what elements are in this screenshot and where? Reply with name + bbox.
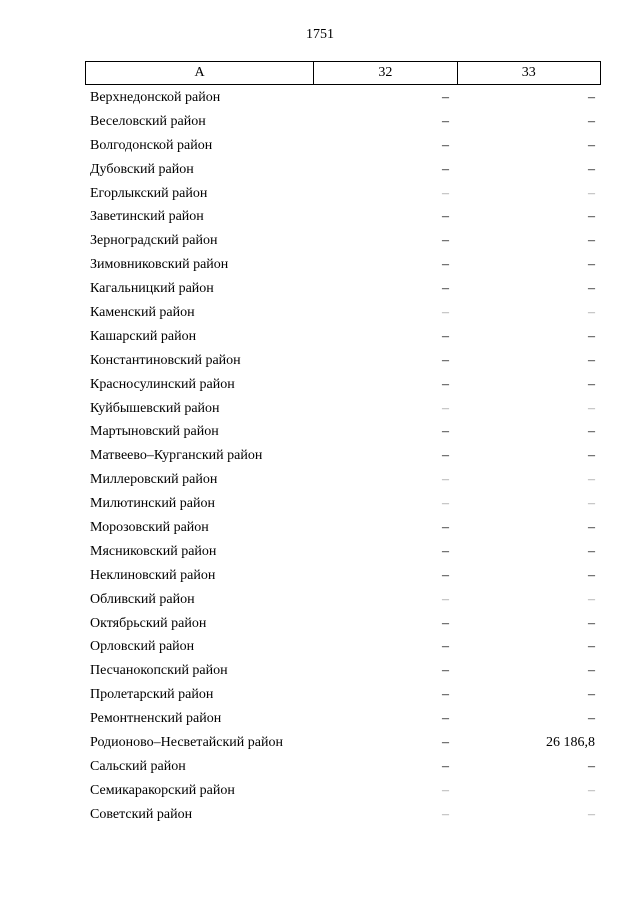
district-name: Родионово–Несветайский район: [90, 734, 283, 750]
district-name: Мясниковский район: [90, 543, 217, 559]
value-col-32: –: [442, 424, 449, 440]
table-row: [85, 683, 601, 707]
table-row: [85, 253, 601, 277]
value-col-32: –: [442, 352, 449, 368]
table-row: [85, 205, 601, 229]
district-name: Дубовский район: [90, 161, 194, 177]
value-col-32: –: [442, 472, 449, 488]
table-header: [85, 61, 601, 85]
district-name: Миллеровский район: [90, 472, 218, 488]
district-name: Константиновский район: [90, 352, 241, 368]
value-col-32: –: [442, 89, 449, 105]
value-col-33: –: [588, 376, 595, 392]
value-col-33: –: [588, 448, 595, 464]
district-name: Обливский район: [90, 591, 195, 607]
value-col-33: –: [588, 209, 595, 225]
value-col-33: –: [588, 806, 595, 822]
value-col-32: –: [442, 233, 449, 249]
value-col-33: –: [588, 352, 595, 368]
value-col-33: –: [588, 567, 595, 583]
header-col-a: А: [194, 65, 205, 80]
district-name: Заветинский район: [90, 209, 204, 225]
table-row: [85, 110, 601, 134]
value-col-32: –: [442, 376, 449, 392]
value-col-32: –: [442, 806, 449, 822]
district-name: Мартыновский район: [90, 424, 219, 440]
value-col-32: –: [442, 161, 449, 177]
value-col-32: –: [442, 328, 449, 344]
value-col-33: –: [588, 496, 595, 512]
value-col-33: –: [588, 758, 595, 774]
value-col-32: –: [442, 663, 449, 679]
page-number: 1751: [306, 27, 334, 42]
district-name: Куйбышевский район: [90, 400, 220, 416]
value-col-33: –: [588, 257, 595, 273]
value-col-33: –: [588, 519, 595, 535]
table-row: [85, 731, 601, 755]
value-col-33: –: [588, 304, 595, 320]
table-body: [85, 86, 601, 827]
value-col-33: –: [588, 328, 595, 344]
district-name: Октябрьский район: [90, 615, 207, 631]
district-name: Зерноградский район: [90, 233, 218, 249]
district-name: Морозовский район: [90, 519, 209, 535]
table-row: [85, 444, 601, 468]
table-row: [85, 229, 601, 253]
district-name: Семикаракорский район: [90, 782, 235, 798]
value-col-33: –: [588, 400, 595, 416]
district-name: Милютинский район: [90, 496, 216, 512]
value-col-33: –: [588, 161, 595, 177]
table-row: [85, 325, 601, 349]
value-col-33: –: [588, 137, 595, 153]
district-name: Орловский район: [90, 639, 195, 655]
value-col-32: –: [442, 519, 449, 535]
value-col-32: –: [442, 209, 449, 225]
table-row: [85, 612, 601, 636]
table-row: [85, 468, 601, 492]
table-row: [85, 373, 601, 397]
value-col-33: –: [588, 233, 595, 249]
district-name: Ремонтненский район: [90, 711, 222, 727]
table-row: [85, 158, 601, 182]
table-row: [85, 635, 601, 659]
table-row: [85, 659, 601, 683]
table-row: [85, 277, 601, 301]
table-row: [85, 540, 601, 564]
value-col-32: –: [442, 543, 449, 559]
district-name: Пролетарский район: [90, 687, 214, 703]
district-name: Верхнедонской район: [90, 89, 221, 105]
district-name: Зимовниковский район: [90, 257, 229, 273]
table-row: [85, 803, 601, 827]
district-name: Егорлыкский район: [90, 185, 208, 201]
value-col-32: –: [442, 257, 449, 273]
value-col-32: –: [442, 400, 449, 416]
district-name: Советский район: [90, 806, 193, 822]
data-table: [85, 61, 601, 827]
value-col-32: –: [442, 758, 449, 774]
value-col-32: –: [442, 782, 449, 798]
value-col-32: –: [442, 448, 449, 464]
value-col-32: –: [442, 137, 449, 153]
value-col-32: –: [442, 711, 449, 727]
value-col-32: –: [442, 734, 449, 750]
table-row: [85, 397, 601, 421]
value-col-33: –: [588, 472, 595, 488]
value-col-33: –: [588, 543, 595, 559]
district-name: Каменский район: [90, 304, 195, 320]
value-col-33: –: [588, 615, 595, 631]
district-name: Красносулинский район: [90, 376, 235, 392]
value-col-33: 26 186,8: [546, 734, 595, 750]
value-col-32: –: [442, 281, 449, 297]
value-col-32: –: [442, 567, 449, 583]
value-col-33: –: [588, 281, 595, 297]
table-row: [85, 420, 601, 444]
table-row: [85, 301, 601, 325]
district-name: Кагальницкий район: [90, 281, 214, 297]
value-col-32: –: [442, 591, 449, 607]
table-row: [85, 516, 601, 540]
value-col-33: –: [588, 113, 595, 129]
table-row: [85, 492, 601, 516]
table-row: [85, 779, 601, 803]
table-row: [85, 134, 601, 158]
table-row: [85, 707, 601, 731]
header-col-33: 33: [457, 62, 600, 84]
value-col-33: –: [588, 639, 595, 655]
value-col-32: –: [442, 496, 449, 512]
district-name: Матвеево–Курганский район: [90, 448, 263, 464]
value-col-33: –: [588, 782, 595, 798]
district-name: Неклиновский район: [90, 567, 216, 583]
district-name: Веселовский район: [90, 113, 206, 129]
value-col-32: –: [442, 304, 449, 320]
header-col-32: 32: [313, 62, 456, 84]
value-col-33: –: [588, 711, 595, 727]
value-col-33: –: [588, 424, 595, 440]
value-col-32: –: [442, 615, 449, 631]
table-row: [85, 588, 601, 612]
value-col-32: –: [442, 687, 449, 703]
table-row: [85, 86, 601, 110]
district-name: Кашарский район: [90, 328, 197, 344]
district-name: Сальский район: [90, 758, 186, 774]
value-col-33: –: [588, 663, 595, 679]
district-name: Волгодонской район: [90, 137, 213, 153]
table-row: [85, 349, 601, 373]
value-col-32: –: [442, 185, 449, 201]
value-col-32: –: [442, 113, 449, 129]
table-row: [85, 755, 601, 779]
table-row: [85, 182, 601, 206]
value-col-33: –: [588, 185, 595, 201]
value-col-32: –: [442, 639, 449, 655]
value-col-33: –: [588, 89, 595, 105]
table-row: [85, 564, 601, 588]
value-col-33: –: [588, 591, 595, 607]
value-col-33: –: [588, 687, 595, 703]
district-name: Песчанокопский район: [90, 663, 228, 679]
